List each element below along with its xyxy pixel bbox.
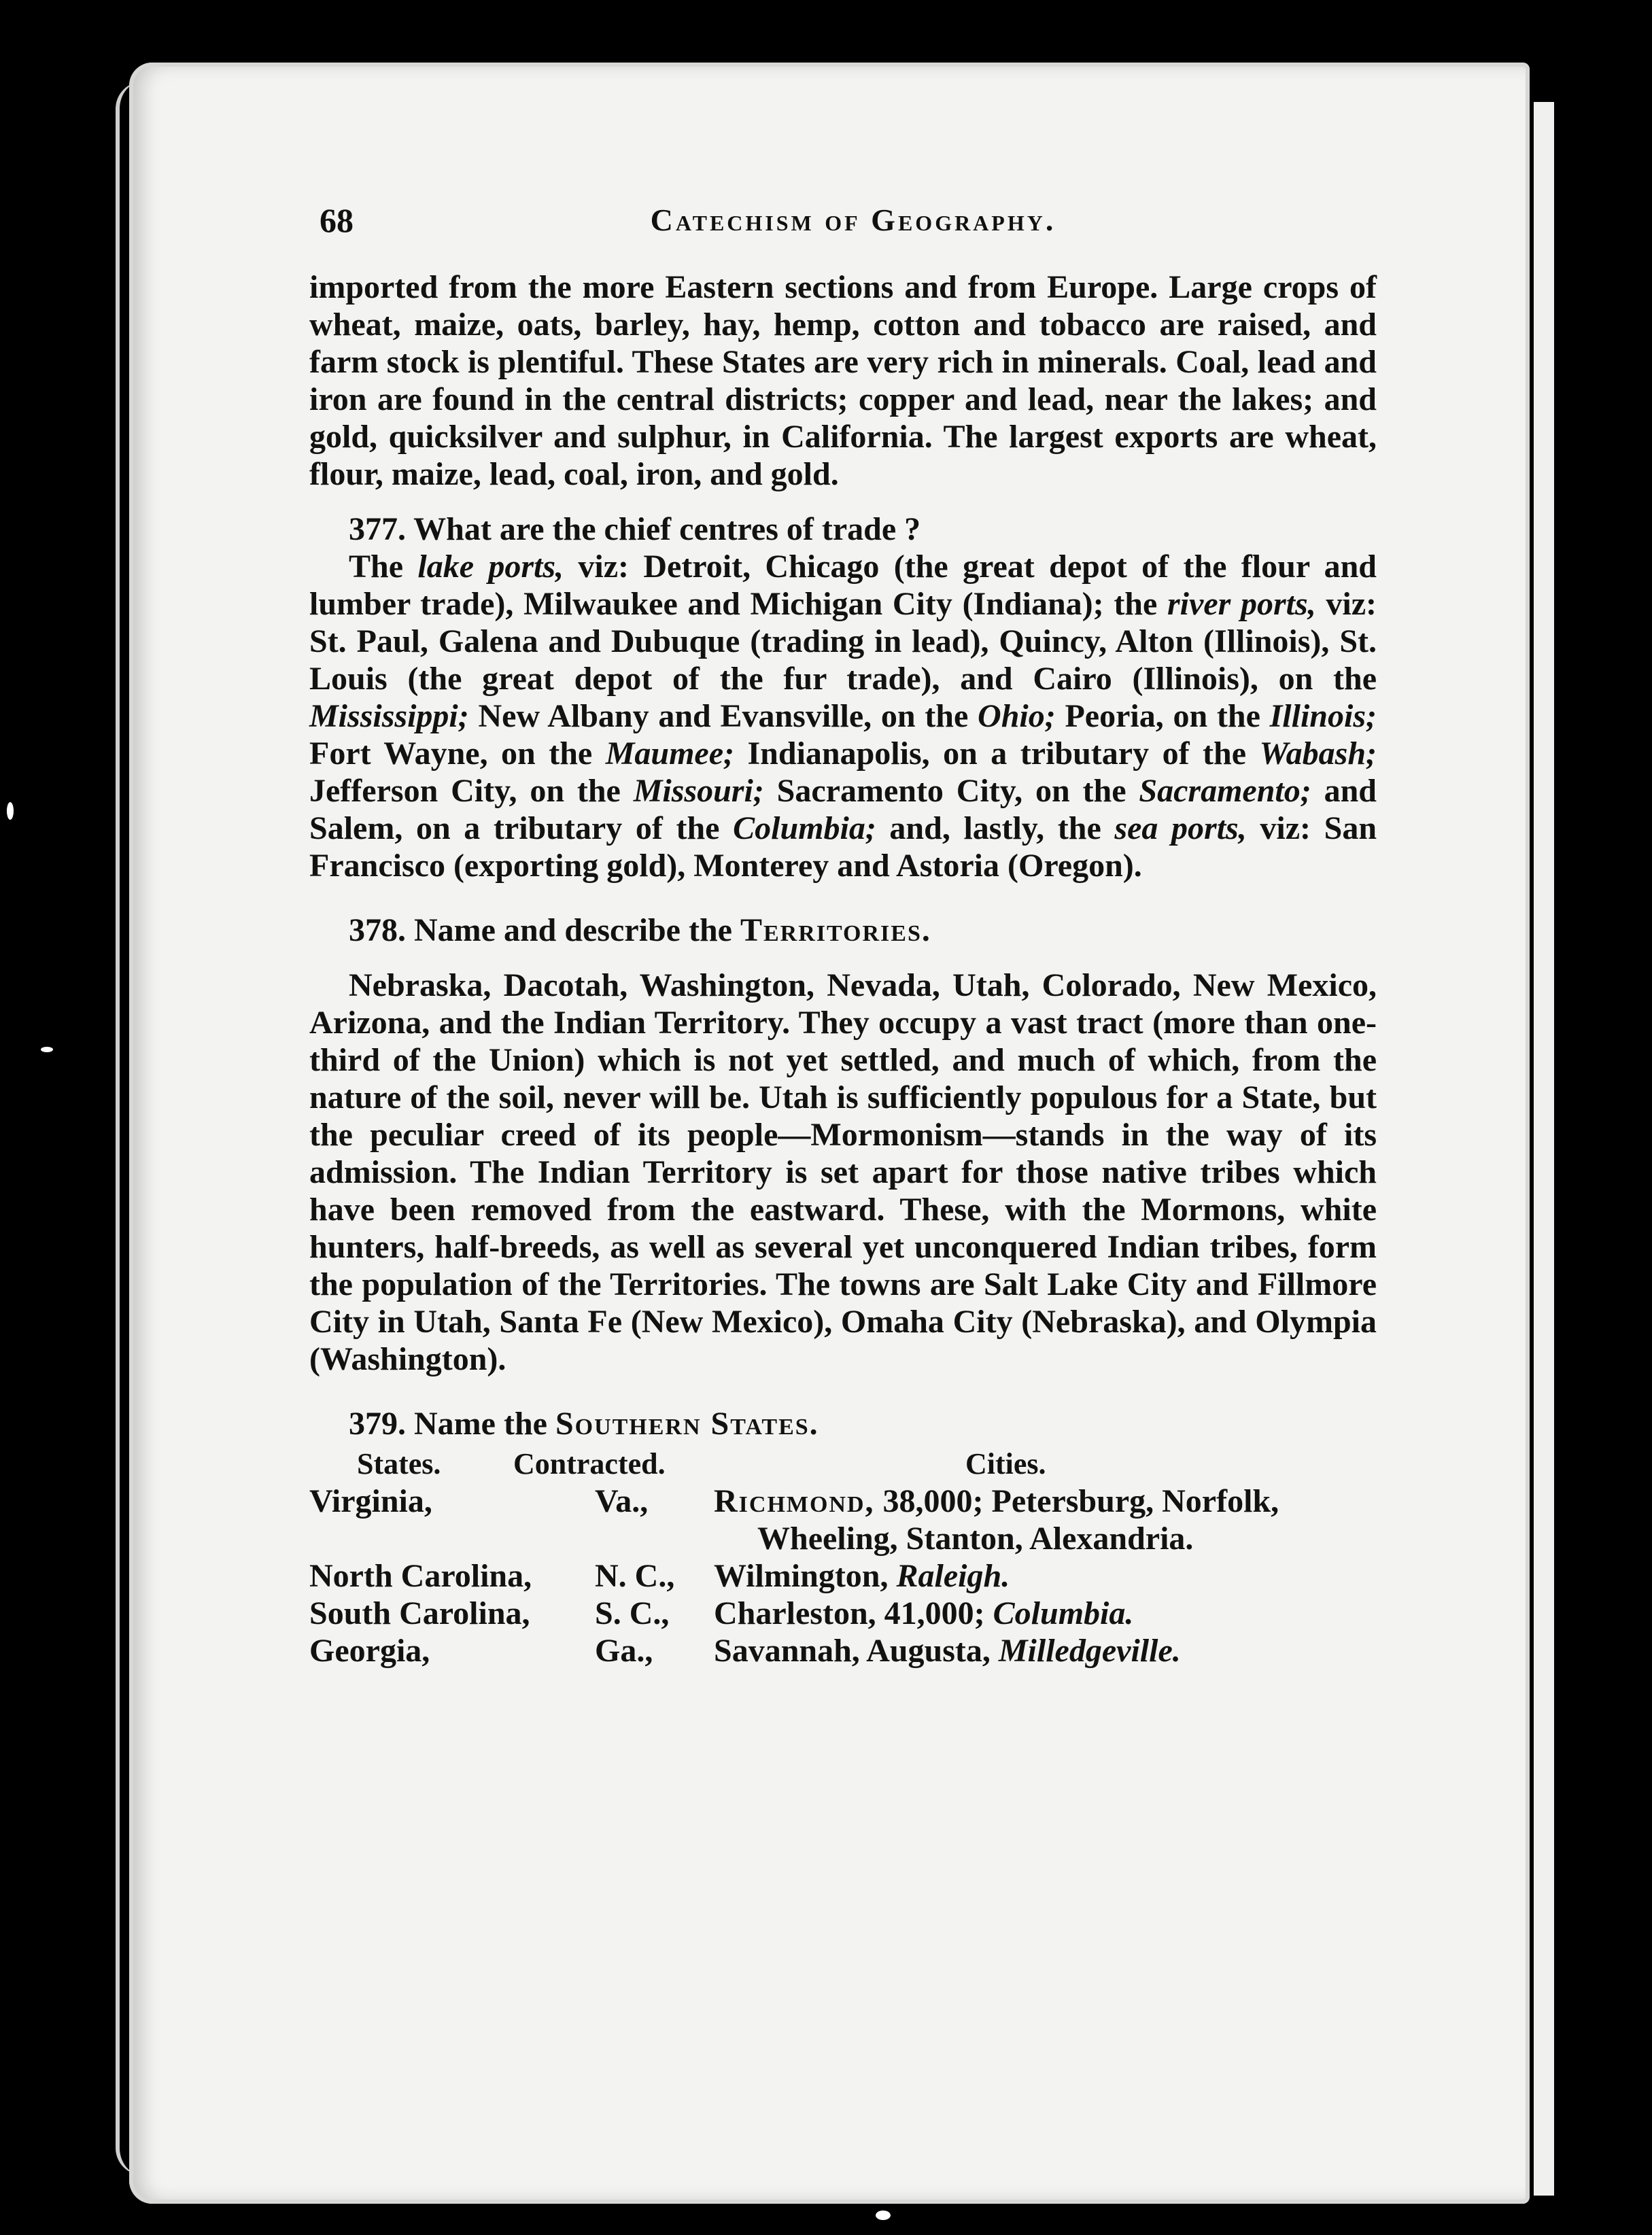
river-illinois: Illinois; xyxy=(1269,698,1377,734)
river-maumee: Maumee; xyxy=(605,735,735,772)
scan-speck xyxy=(7,802,14,820)
river-columbia: Columbia; xyxy=(733,810,876,846)
river-mississippi: Mississippi; xyxy=(309,698,469,734)
river-ohio: Ohio; xyxy=(978,698,1056,734)
state-abbr: Va., xyxy=(595,1483,649,1519)
states-table-header xyxy=(309,1445,1377,1483)
capital-city: Columbia. xyxy=(993,1595,1134,1631)
table-row xyxy=(309,1595,1377,1632)
term-lake-ports: lake ports, xyxy=(417,549,564,585)
river-missouri: Missouri; xyxy=(633,773,764,809)
answer-378: Nebraska, Dacotah, Washington, Nevada, Utah, Colorado, New Mexico, Arizona, and the Indian Territory. They occupy a vast tract (more than one-third of the Union) which is not yet settled, and much of which, from the nature of the soil, never will be. Utah is sufficiently populous for a State, but the peculiar creed of its people—Mormonism—stands in the way of its admission. The Indian Territory is set apart for those native tribes which have been removed from the eastward. These, with the Mormons, white hunters, half-breeds, as well as several yet unconquered Indian tribes, form the population of the Territories. The towns are Salt Lake City and Fillmore City in Utah, Santa Fe (New Mexico), Omaha City (Nebraska), and Olympia (Washington). xyxy=(309,967,1377,1377)
question-379: 379. Name the Southern States. xyxy=(349,1406,819,1442)
river-sacramento: Sacramento; xyxy=(1139,773,1311,809)
running-title: Catechism of Geography. xyxy=(650,203,1056,237)
keyword-southern-states: Southern States. xyxy=(555,1406,819,1442)
table-row-continuation xyxy=(309,1520,1377,1557)
state-cities-continued: Wheeling, Stanton, Alexandria. xyxy=(757,1521,1194,1557)
scan-speck xyxy=(41,1047,53,1052)
table-row xyxy=(309,1632,1377,1669)
column-header-states: States. xyxy=(357,1447,441,1480)
running-header xyxy=(320,201,1387,241)
facing-page-edge xyxy=(1534,102,1554,2196)
state-name: Georgia, xyxy=(309,1633,430,1669)
capital-city: Richmond, xyxy=(714,1483,875,1519)
capital-city: Milledgeville. xyxy=(998,1633,1181,1669)
column-header-cities: Cities. xyxy=(965,1447,1046,1480)
table-row xyxy=(309,1557,1377,1595)
term-sea-ports: sea ports, xyxy=(1114,810,1247,846)
state-name: South Carolina, xyxy=(309,1595,530,1631)
question-378: 378. Name and describe the Territories. xyxy=(349,912,931,948)
term-river-ports: river ports, xyxy=(1167,586,1316,622)
keyword-territories: Territories. xyxy=(740,912,931,948)
state-cities: Savannah, Augusta, Milledgeville. xyxy=(714,1633,1181,1669)
table-row xyxy=(309,1483,1377,1520)
paragraph-continued: imported from the more Eastern sections and from Europe. Large crops of wheat, maize, oats, barley, hay, hemp, cotton and tobacco are raised, and farm stock is plentiful. These States are very rich in minerals. Coal, lead and iron are found in the central districts; copper and lead, near the lakes; and gold, quicksilver and sulphur, in California. The largest exports are wheat, flour, maize, lead, coal, iron, and gold. xyxy=(309,269,1377,492)
body-text xyxy=(309,268,1377,1669)
answer-377: The lake ports, viz: Detroit, Chicago (the great depot of the flour and lumber trade), Milwaukee and Michigan City (Indiana); the river ports, viz: St. Paul, Galena and Dubuque (trading in lead), Quincy, Alton (Illinois), St. Louis (the great depot of the fur trade), and Cairo (Illinois), on the Mississippi; New Albany and Evansville, on the Ohio; Peoria, on the Illinois; Fort Wayne, on the Maumee; Indianapolis, on a tributary of the Wabash; Jefferson City, on the Missouri; Sacramento City, on the Sacramento; and Salem, on a tributary of the Columbia; and, lastly, the sea ports, viz: San Francisco (exporting gold), Monterey and Astoria (Oregon). xyxy=(309,549,1377,884)
capital-city: Raleigh. xyxy=(896,1558,1010,1594)
page-number: 68 xyxy=(320,201,354,239)
state-abbr: Ga., xyxy=(595,1633,653,1669)
column-header-contracted: Contracted. xyxy=(513,1447,666,1480)
river-wabash: Wabash; xyxy=(1259,735,1377,772)
state-name: Virginia, xyxy=(309,1483,432,1519)
question-377: 377. What are the chief centres of trade ? xyxy=(349,511,921,547)
state-cities: Wilmington, Raleigh. xyxy=(714,1558,1010,1594)
state-abbr: N. C., xyxy=(595,1558,675,1594)
state-cities: Richmond, 38,000; Petersburg, Norfolk, xyxy=(714,1483,1279,1519)
scan-speck xyxy=(876,2211,891,2220)
state-name: North Carolina, xyxy=(309,1558,532,1594)
state-abbr: S. C., xyxy=(595,1595,670,1631)
state-cities: Charleston, 41,000; Columbia. xyxy=(714,1595,1134,1631)
